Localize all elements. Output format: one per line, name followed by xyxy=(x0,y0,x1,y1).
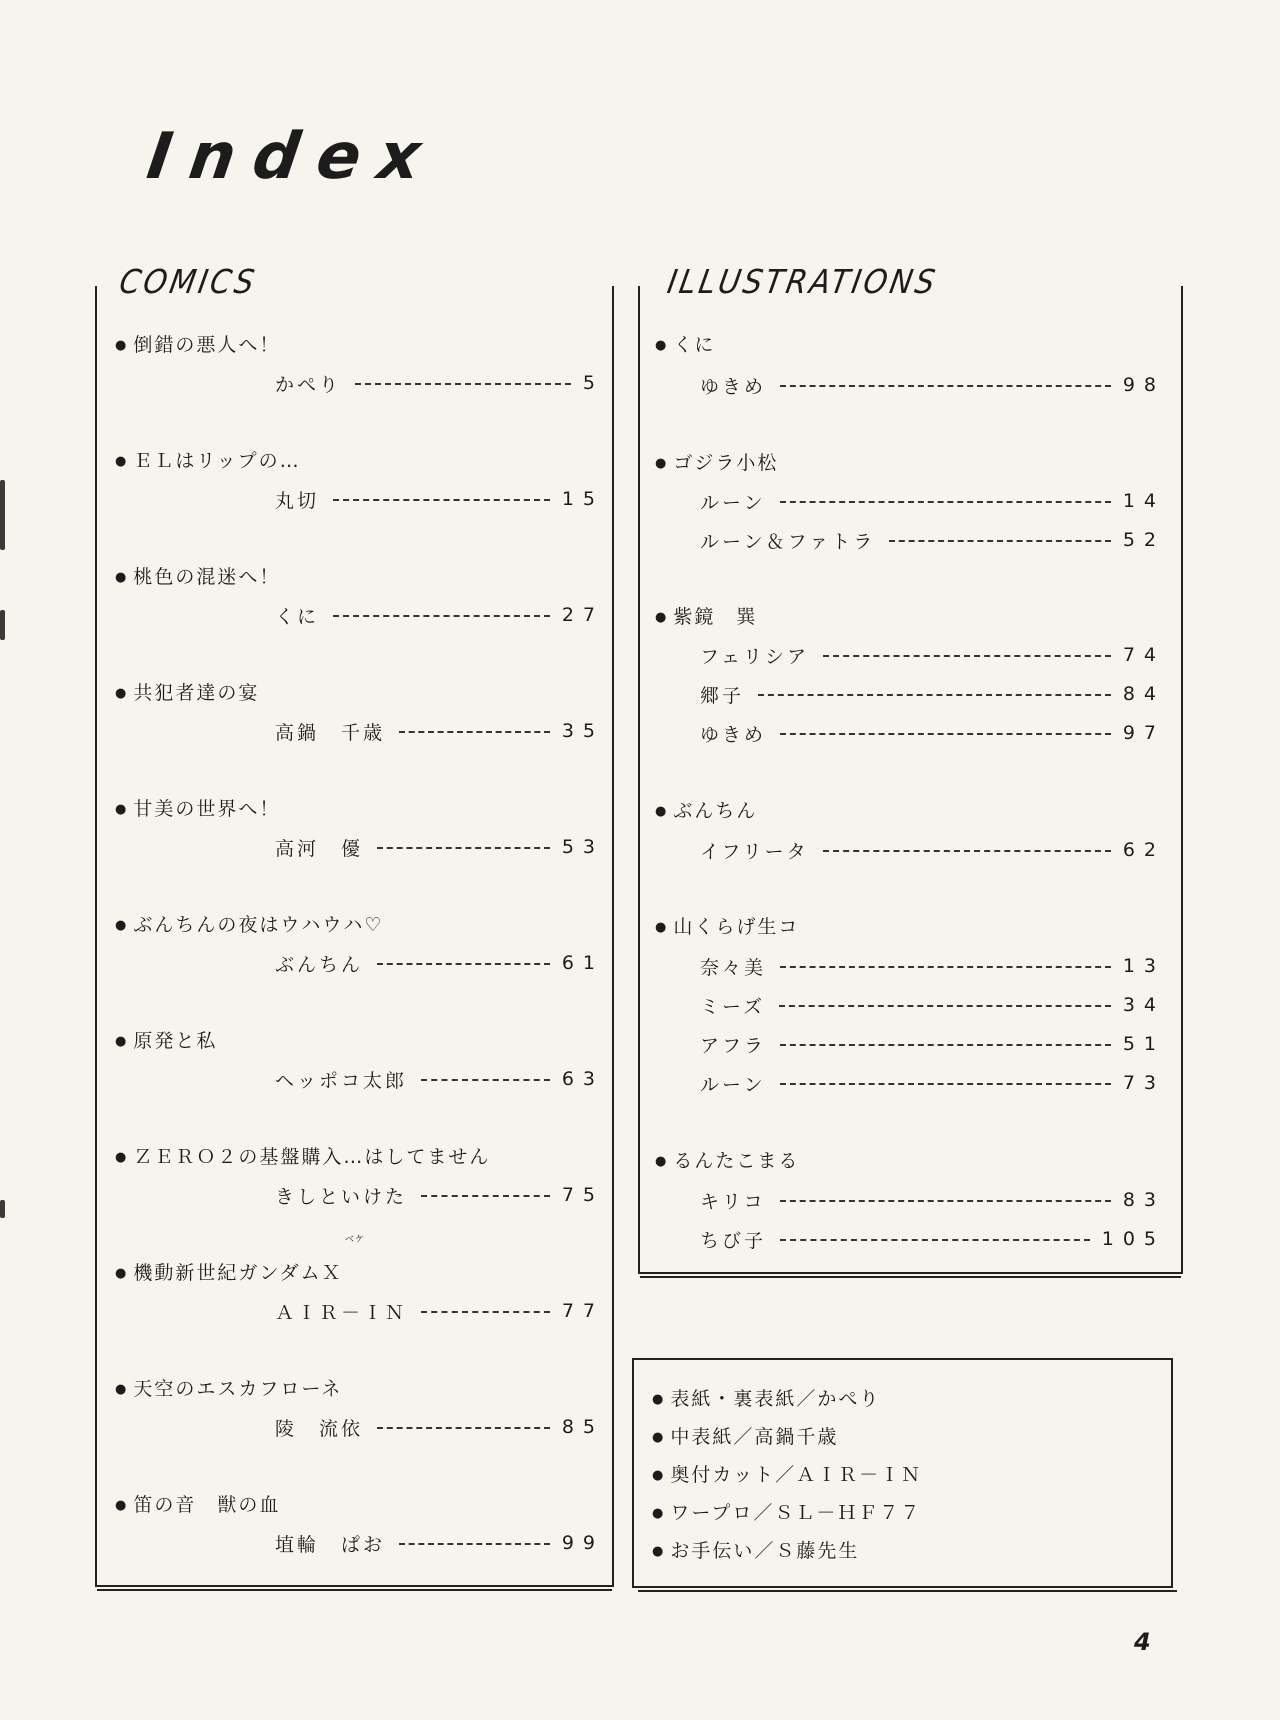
comic-entry-line xyxy=(275,602,604,628)
illustrator-name: ● ぶんちん xyxy=(655,796,757,823)
dot-leader xyxy=(780,966,1111,968)
comic-title: ● 桃色の混迷へ！ xyxy=(115,562,280,589)
comic-entry-line xyxy=(275,1182,604,1208)
comic-page-number: 63 xyxy=(561,1068,604,1090)
illustrator-name: ● るんたこまる xyxy=(655,1146,799,1173)
comic-title: ● 原発と私 xyxy=(115,1026,217,1053)
comic-page-number: 5 xyxy=(582,372,604,394)
dot-leader xyxy=(377,963,550,965)
illustration-title: 奈々美 xyxy=(700,956,767,979)
comic-title: ● 甘美の世界へ！ xyxy=(115,794,280,821)
comic-author: 高河 優 xyxy=(275,837,364,860)
illustration-page-number: 74 xyxy=(1122,644,1165,666)
dot-leader xyxy=(355,383,571,385)
illustrator-name: ● くに xyxy=(655,330,715,357)
illustration-page-number: 73 xyxy=(1122,1072,1165,1094)
comic-entry-line xyxy=(275,834,604,860)
credit-line: ● 奥付カット／ＡＩＲ－ＩＮ xyxy=(652,1460,922,1487)
credit-line: ● 表紙・裏表紙／かぺり xyxy=(652,1384,880,1411)
illustration-title: キリコ xyxy=(700,1190,766,1213)
binding-edge-mark xyxy=(0,480,5,550)
page-title: Index xyxy=(142,120,444,194)
dot-leader xyxy=(780,733,1111,735)
illustration-title: ちび子 xyxy=(700,1229,767,1252)
dot-leader xyxy=(823,655,1111,657)
dot-leader xyxy=(399,1543,550,1545)
illustration-title: 郷子 xyxy=(700,684,745,707)
comic-author: ぶんちん xyxy=(275,953,364,976)
illustration-line xyxy=(700,488,1165,514)
comic-title: ● ぶんちんの夜はウハウハ♡ xyxy=(115,910,383,937)
dot-leader xyxy=(333,499,550,501)
illustration-title: フェリシア xyxy=(700,645,810,668)
illustration-line xyxy=(700,953,1165,979)
comic-entry-line xyxy=(275,1066,604,1092)
illustrations-heading: ILLUSTRATIONS xyxy=(664,262,941,301)
comic-page-number: 61 xyxy=(561,952,604,974)
comic-page-number: 53 xyxy=(561,836,604,858)
dot-leader xyxy=(377,847,550,849)
illustration-page-number: 51 xyxy=(1122,1033,1165,1055)
dot-leader xyxy=(889,540,1111,542)
comic-author: くに xyxy=(275,605,320,628)
illustration-line xyxy=(700,527,1165,553)
comic-author: ＡＩＲ－ＩＮ xyxy=(275,1301,408,1324)
comic-page-number: 75 xyxy=(561,1184,604,1206)
illustration-title: イフリータ xyxy=(700,840,809,863)
illustration-title: ゆきめ xyxy=(700,723,767,746)
illustration-page-number: 62 xyxy=(1122,839,1165,861)
dot-leader xyxy=(377,1427,550,1429)
page-number: 4 xyxy=(1134,1628,1151,1656)
comic-author: 陵 流依 xyxy=(275,1417,364,1440)
comic-title: ● 共犯者達の宴 xyxy=(115,678,259,705)
comic-page-number: 77 xyxy=(561,1300,604,1322)
binding-edge-mark xyxy=(0,1200,5,1218)
comic-author: 高鍋 千歳 xyxy=(275,721,386,744)
credit-line: ● ワープロ／ＳＬ－ＨＦ７７ xyxy=(652,1498,921,1525)
dot-leader xyxy=(421,1079,550,1081)
comic-title: ● 天空のエスカフローネ xyxy=(115,1374,342,1401)
illustration-line xyxy=(700,1070,1165,1096)
comic-entry-line xyxy=(275,718,604,744)
comic-title: ● ＺＥＲＯ２の基盤購入…はしてません xyxy=(115,1142,490,1169)
illustration-page-number: 105 xyxy=(1101,1228,1165,1250)
comic-author: ヘッポコ太郎 xyxy=(275,1069,408,1092)
illustration-title: アフラ xyxy=(700,1034,767,1057)
binding-edge-mark xyxy=(0,610,5,640)
illustrations-box xyxy=(638,286,1183,1274)
illustration-line xyxy=(700,837,1165,863)
illustration-page-number: 52 xyxy=(1122,529,1165,551)
dot-leader xyxy=(779,1005,1111,1007)
comics-heading: COMICS xyxy=(116,262,261,301)
comic-entry-line xyxy=(275,1414,604,1440)
illustration-page-number: 83 xyxy=(1122,1189,1165,1211)
illustrator-name: ● 山くらげ生コ xyxy=(655,912,799,939)
comic-author: 埴輪 ぱお xyxy=(275,1533,386,1556)
comic-page-number: 15 xyxy=(561,488,604,510)
illustration-page-number: 97 xyxy=(1122,722,1165,744)
dot-leader xyxy=(399,731,550,733)
credit-line: ● 中表紙／高鍋千歳 xyxy=(652,1422,838,1449)
illustration-title: ミーズ xyxy=(700,995,766,1018)
illustration-line xyxy=(700,642,1165,668)
illustration-line xyxy=(700,372,1165,398)
comic-title: ● 機動新世紀ガンダムＸ xyxy=(115,1258,343,1285)
illustration-page-number: 13 xyxy=(1122,955,1165,977)
illustration-page-number: 34 xyxy=(1122,994,1165,1016)
dot-leader xyxy=(421,1311,550,1313)
dot-leader xyxy=(780,501,1111,503)
illustration-title: ルーン xyxy=(700,1073,766,1096)
dot-leader xyxy=(780,1239,1090,1241)
illustration-page-number: 84 xyxy=(1122,683,1165,705)
dot-leader xyxy=(333,615,550,617)
illustration-title: ゆきめ xyxy=(700,375,767,398)
dot-leader xyxy=(780,1200,1111,1202)
dot-leader xyxy=(780,1083,1111,1085)
illustration-page-number: 98 xyxy=(1122,374,1165,396)
illustrator-name: ● ゴジラ小松 xyxy=(655,448,778,475)
credit-line: ● お手伝い／Ｓ藤先生 xyxy=(652,1536,859,1563)
dot-leader xyxy=(823,850,1111,852)
comic-entry-line xyxy=(275,486,604,512)
comic-entry-line xyxy=(275,1530,604,1556)
comic-title: ● ＥＬはリップの… xyxy=(115,446,301,473)
illustration-line xyxy=(700,720,1165,746)
comic-entry-line xyxy=(275,1298,604,1324)
illustration-line xyxy=(700,1226,1165,1252)
comic-entry-line xyxy=(275,950,604,976)
illustration-line xyxy=(700,1187,1165,1213)
ruby-annotation: ベケ xyxy=(345,1235,366,1245)
comic-page-number: 85 xyxy=(561,1416,604,1438)
illustration-line xyxy=(700,992,1165,1018)
illustration-title: ルーン＆ファトラ xyxy=(700,530,876,553)
comic-author: きしといけた xyxy=(275,1185,408,1208)
comic-author: 丸切 xyxy=(275,489,320,512)
comic-page-number: 99 xyxy=(561,1532,604,1554)
dot-leader xyxy=(780,1044,1111,1046)
illustration-line xyxy=(700,1031,1165,1057)
dot-leader xyxy=(758,694,1111,696)
illustration-title: ルーン xyxy=(700,491,766,514)
comic-page-number: 35 xyxy=(561,720,604,742)
comic-title: ● 笛の音 獣の血 xyxy=(115,1490,280,1517)
comic-title: ● 倒錯の悪人へ！ xyxy=(115,330,280,357)
comic-entry-line xyxy=(275,370,604,396)
dot-leader xyxy=(421,1195,550,1197)
illustration-line xyxy=(700,681,1165,707)
dot-leader xyxy=(780,385,1111,387)
illustration-page-number: 14 xyxy=(1122,490,1165,512)
illustrator-name: ● 紫鏡 巽 xyxy=(655,602,757,629)
comic-author: かぺり xyxy=(275,373,342,396)
comic-page-number: 27 xyxy=(561,604,604,626)
